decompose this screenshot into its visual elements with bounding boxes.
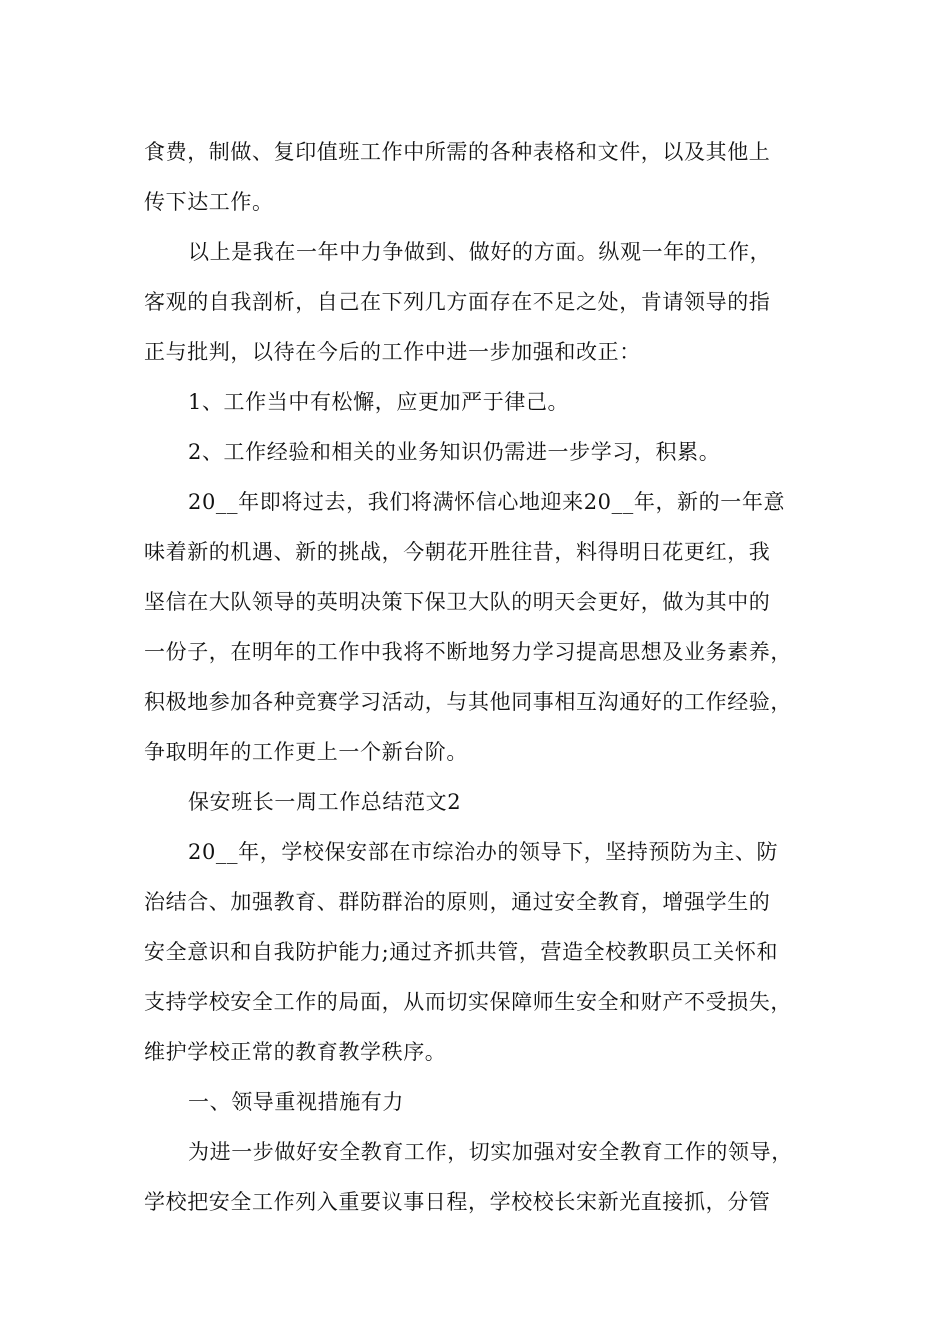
text-line: 食费，制做、复印值班工作中所需的各种表格和文件，以及其他上 bbox=[144, 140, 771, 164]
list-item-1: 1、工作当中有松懈，应更加严于律己。 bbox=[188, 390, 570, 414]
paragraph-first-line: 为进一步做好安全教育工作，切实加强对安全教育工作的领导， bbox=[188, 1140, 793, 1164]
text-line: 客观的自我剖析，自己在下列几方面存在不足之处，肯请领导的指 bbox=[144, 290, 771, 314]
paragraph-first-line: 以上是我在一年中力争做到、做好的方面。纵观一年的工作， bbox=[188, 240, 772, 264]
text-line: 味着新的机遇、新的挑战，今朝花开胜往昔，料得明日花更红，我 bbox=[144, 540, 771, 564]
text-line: 治结合、加强教育、群防群治的原则，通过安全教育，增强学生的 bbox=[144, 890, 771, 914]
text-line: 积极地参加各种竞赛学习活动，与其他同事相互沟通好的工作经验， bbox=[144, 690, 792, 714]
text-line: 正与批判，以待在今后的工作中进一步加强和改正： bbox=[144, 340, 641, 364]
text-line: 安全意识和自我防护能力;通过齐抓共管，营造全校教职员工关怀和 bbox=[144, 940, 779, 964]
text-line: 争取明年的工作更上一个新台阶。 bbox=[144, 740, 468, 764]
text-line: 学校把安全工作列入重要议事日程，学校校长宋新光直接抓，分管 bbox=[144, 1190, 771, 1214]
text-line: 维护学校正常的教育教学秩序。 bbox=[144, 1040, 447, 1064]
section-heading: 一、领导重视措施有力 bbox=[188, 1090, 404, 1114]
paragraph-first-line: 20__年即将过去，我们将满怀信心地迎来20__年，新的一年意 bbox=[188, 490, 786, 514]
section-title: 保安班长一周工作总结范文2 bbox=[188, 790, 462, 814]
text-line: 传下达工作。 bbox=[144, 190, 274, 214]
text-line: 坚信在大队领导的英明决策下保卫大队的明天会更好，做为其中的 bbox=[144, 590, 771, 614]
paragraph-first-line: 20__年，学校保安部在市综治办的领导下，坚持预防为主、防 bbox=[188, 840, 779, 864]
text-line: 一份子，在明年的工作中我将不断地努力学习提高思想及业务素养， bbox=[144, 640, 792, 664]
list-item-2: 2、工作经验和相关的业务知识仍需进一步学习，积累。 bbox=[188, 440, 721, 464]
text-line: 支持学校安全工作的局面，从而切实保障师生安全和财产不受损失， bbox=[144, 990, 792, 1014]
